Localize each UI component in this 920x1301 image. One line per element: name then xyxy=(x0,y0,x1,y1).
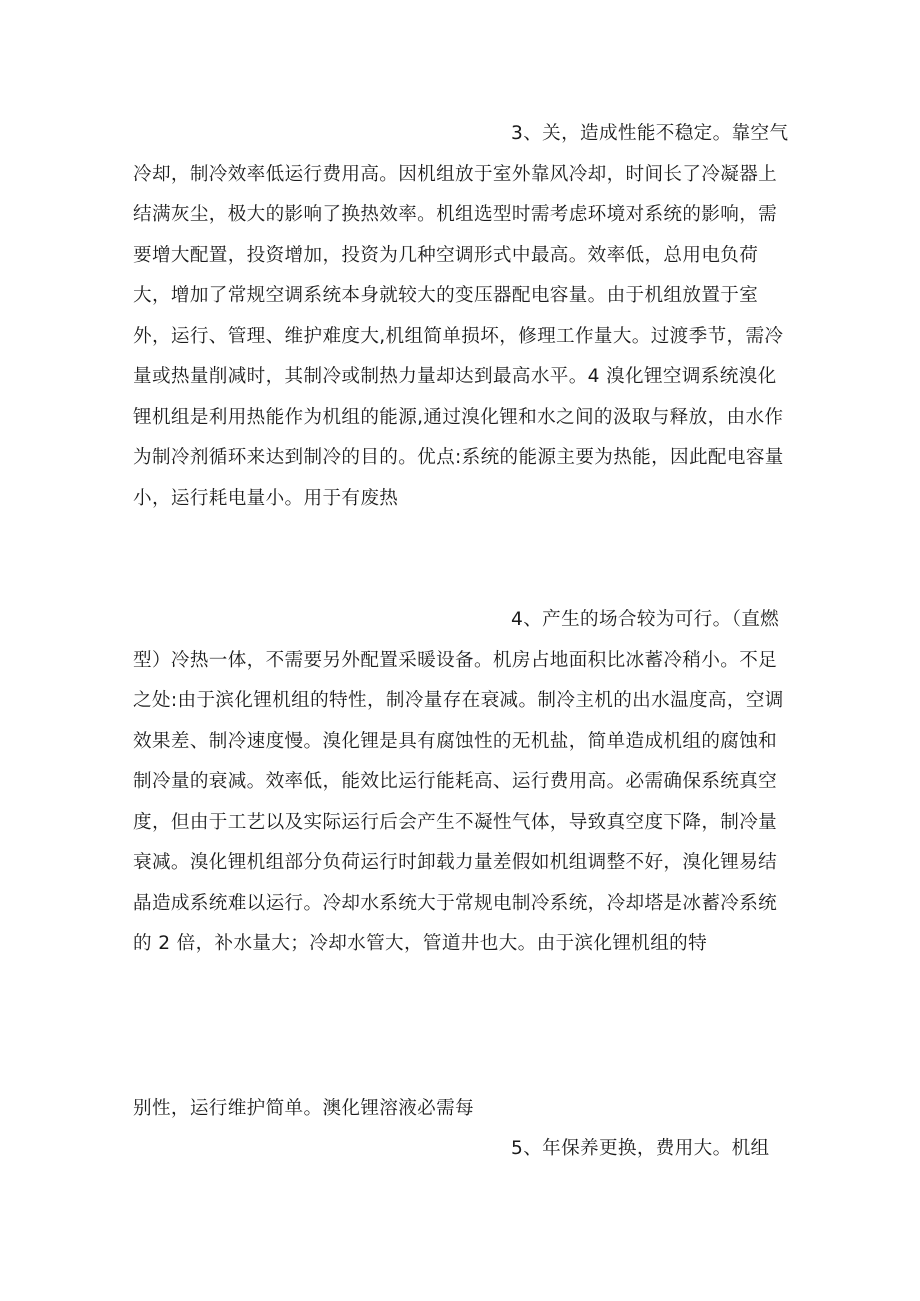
paragraph-text: 别性，运行维护简单。澳化锂溶液必需每 xyxy=(133,1098,474,1119)
paragraph-number: 4 xyxy=(511,609,524,630)
paragraph-5 xyxy=(133,1129,793,1170)
paragraph-number: 3 xyxy=(511,123,524,144)
paragraph-4 xyxy=(133,600,793,965)
paragraph-text: 、关，造成性能不稳定。靠空气冷却，制冷效率低运行费用高。因机组放于室外靠风冷却，时间长了冷凝器上结满灰尘，极大的影响了换热效率。机组选型时需考虑环境对系统的影响，需要增大配置，投资增加，投资为几种空调形式中最高。效率低，总用电负荷大，增加了常规空调系统本身就较大的变压器配电容量。由于机组放置于室外，运行、管理、维护难度大,机组简单损坏，修理工作量大。过渡季节，需冷量或热量削减时，其制冷或制热力量却达到最高水平。4 溴化锂空调系统溴化锂机组是利用热能作为机组的能源,通过溴化锂和水之间的汲取与释放，由水作为制冷剂循环来达到制冷的目的。优点:系统的能源主要为热能，因此配电容量小，运行耗电量小。用于有废热 xyxy=(133,123,789,509)
paragraph-3 xyxy=(133,114,793,519)
paragraph-text: 、年保养更换，费用大。机组 xyxy=(523,1138,770,1159)
paragraph-text: 、产生的场合较为可行。（直燃型）冷热一体，不需要另外配置采暖设备。机房占地面积比冰蓄冷稍小。不足之处:由于滨化锂机组的特性，制冷量存在衰减。制冷主机的出水温度高，空调效果差、制冷速度慢。溴化锂是具有腐蚀性的无机盐，简单造成机组的腐蚀和制冷量的衰减。效率低，能效比运行能耗高、运行费用高。必需确保系统真空度，但由于工艺以及实际运行后会产生不凝性气体，导致真空度下降，制冷量衰减。溴化锂机组部分负荷运行时卸载力量差假如机组调整不好，溴化锂易结晶造成系统难以运行。冷却水系统大于常规电制冷系统，冷却塔是冰蓄冷系统的 2 倍，补水量大；冷却水管大，管道井也大。由于滨化锂机组的特 xyxy=(133,609,784,954)
paragraph-number: 5 xyxy=(511,1138,524,1159)
paragraph-continuation xyxy=(133,1089,793,1130)
